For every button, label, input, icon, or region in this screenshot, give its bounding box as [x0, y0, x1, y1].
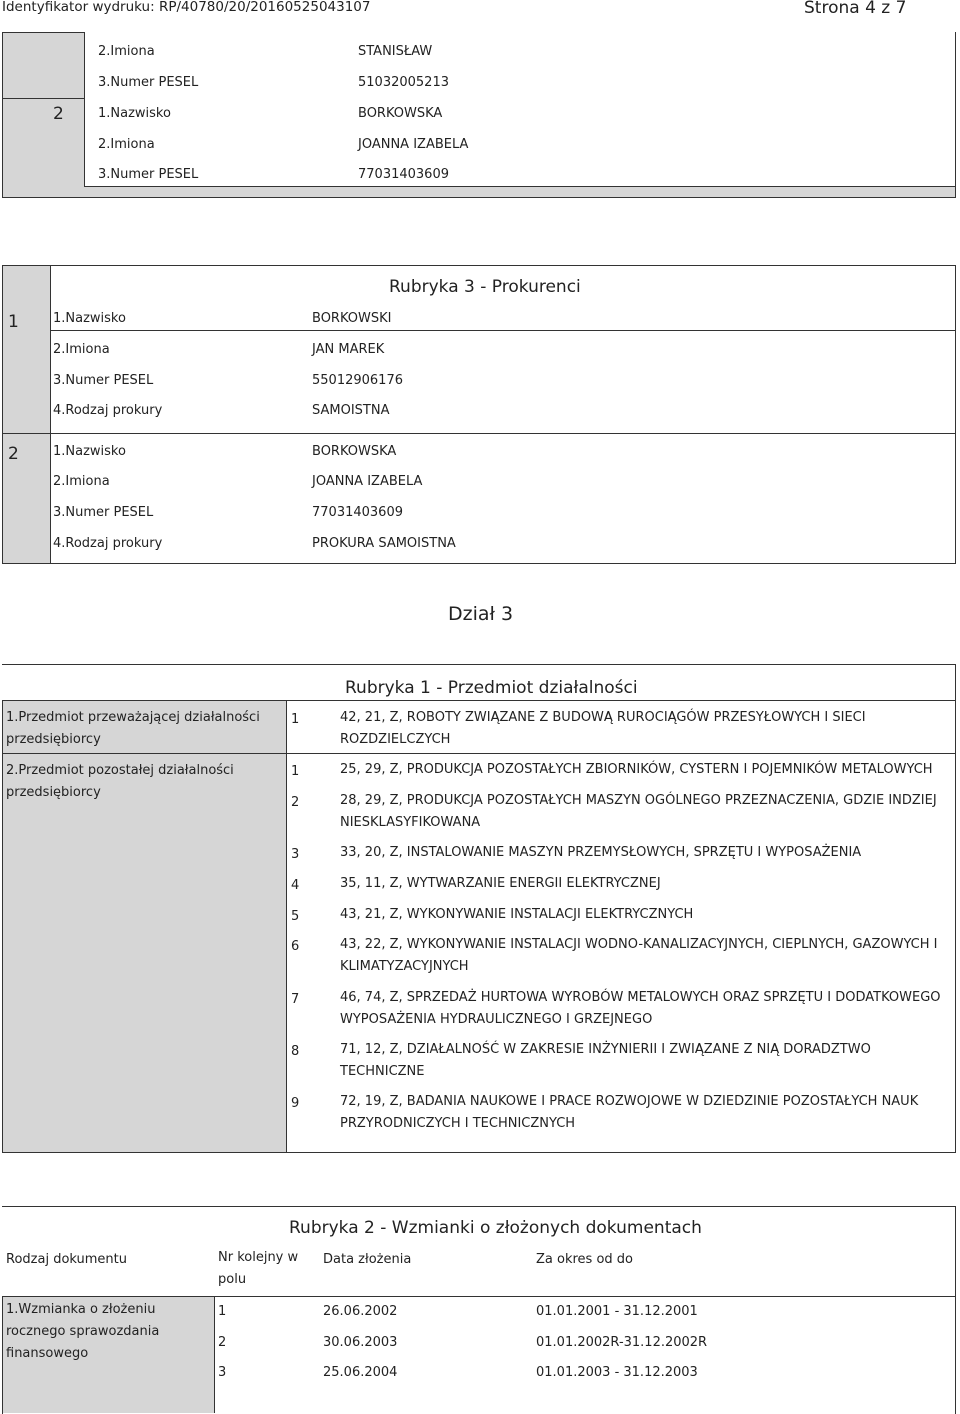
field-value: PROKURA SAMOISTNA	[312, 536, 456, 551]
column-header: Nr kolejny w polu	[218, 1250, 299, 1287]
column-header: Rodzaj dokumentu	[6, 1252, 127, 1267]
document-nr: 2	[218, 1335, 227, 1350]
field-label: 1.Nazwisko	[53, 311, 126, 326]
activity-text: 35, 11, Z, WYTWARZANIE ENERGII ELEKTRYCZNEJ	[340, 876, 661, 891]
field-label: 1.Nazwisko	[98, 106, 171, 121]
activity-number: 4	[291, 878, 300, 893]
activity-text: 33, 20, Z, INSTALOWANIE MASZYN PRZEMYSŁOWYCH, SPRZĘTU I WYPOSAŻENIA	[340, 845, 862, 860]
document-period: 01.01.2002R-31.12.2002R	[536, 1335, 708, 1350]
field-value: SAMOISTNA	[312, 403, 390, 418]
field-label: 3.Numer PESEL	[53, 373, 154, 388]
activity-text: 46, 74, Z, SPRZEDAŻ HURTOWA WYROBÓW METALOWYCH ORAZ SPRZĘTU I DODATKOWEGO WYPOSAŻENIA HYDRAULICZNEGO I GRZEJNEGO	[340, 990, 941, 1027]
activity-number: 6	[291, 939, 300, 954]
section-title: Rubryka 2 - Wzmianki o złożonych dokumentach	[289, 1218, 702, 1238]
activity-text: 25, 29, Z, PRODUKCJA POZOSTAŁYCH ZBIORNIKÓW, CYSTERN I POJEMNIKÓW METALOWYCH	[340, 762, 933, 777]
field-label: 3.Numer PESEL	[98, 75, 199, 90]
main-activity-label: 1.Przedmiot przeważającej działalności przedsiębiorcy	[6, 710, 260, 747]
activity-number: 3	[291, 847, 300, 862]
field-value: JAN MAREK	[312, 342, 385, 357]
field-value: JOANNA IZABELA	[312, 474, 423, 489]
field-value: 77031403609	[312, 505, 403, 520]
document-period: 01.01.2003 - 31.12.2003	[536, 1365, 698, 1380]
field-value: BORKOWSKA	[312, 444, 397, 459]
field-label: 2.Imiona	[53, 342, 110, 357]
field-value: 51032005213	[358, 75, 449, 90]
page-number: Strona 4 z 7	[804, 0, 907, 18]
field-value: STANISŁAW	[358, 44, 433, 59]
print-identifier: Identyfikator wydruku: RP/40780/20/20160525043107	[2, 0, 371, 15]
column-header: Za okres od do	[536, 1252, 633, 1267]
document-date: 30.06.2003	[323, 1335, 398, 1350]
activity-text: 43, 21, Z, WYKONYWANIE INSTALACJI ELEKTRYCZNYCH	[340, 907, 694, 922]
field-label: 4.Rodzaj prokury	[53, 536, 163, 551]
activity-number: 9	[291, 1096, 300, 1111]
field-label: 2.Imiona	[53, 474, 110, 489]
field-label: 1.Nazwisko	[53, 444, 126, 459]
section-title: Rubryka 1 - Przedmiot działalności	[345, 678, 638, 698]
field-value: BORKOWSKA	[358, 106, 443, 121]
activity-text: 28, 29, Z, PRODUKCJA POZOSTAŁYCH MASZYN OGÓLNEGO PRZEZNACZENIA, GDZIE INDZIEJ NIESKLASYFIKOWANA	[340, 793, 937, 830]
field-value: JOANNA IZABELA	[358, 137, 469, 152]
activity-text: 43, 22, Z, WYKONYWANIE INSTALACJI WODNO-KANALIZACYJNYCH, CIEPLNYCH, GAZOWYCH I KLIMATYZACYJNYCH	[340, 937, 938, 974]
document-type-label: 1.Wzmianka o złożeniu rocznego sprawozdania finansowego	[6, 1302, 160, 1361]
activity-number: 8	[291, 1044, 300, 1059]
activity-text: 71, 12, Z, DZIAŁALNOŚĆ W ZAKRESIE INŻYNIERII I ZWIĄZANE Z NIĄ DORADZTWO TECHNICZNE	[340, 1042, 871, 1079]
field-value: 55012906176	[312, 373, 403, 388]
document-date: 26.06.2002	[323, 1304, 398, 1319]
document-nr: 1	[218, 1304, 227, 1319]
field-value: 77031403609	[358, 167, 449, 182]
document-period: 01.01.2001 - 31.12.2001	[536, 1304, 698, 1319]
activity-number: 5	[291, 909, 300, 924]
dzial-title: Dział 3	[448, 603, 514, 625]
document-date: 25.06.2004	[323, 1365, 398, 1380]
prokurent-number: 1	[8, 312, 19, 332]
activity-number: 2	[291, 795, 300, 810]
prokurent-number: 2	[8, 444, 19, 464]
section-title: Rubryka 3 - Prokurenci	[389, 277, 581, 297]
field-label: 3.Numer PESEL	[53, 505, 154, 520]
activity-text: 42, 21, Z, ROBOTY ZWIĄZANE Z BUDOWĄ RUROCIĄGÓW PRZESYŁOWYCH I SIECI ROZDZIELCZYCH	[340, 710, 866, 747]
activity-number: 7	[291, 992, 300, 1007]
field-label: 2.Imiona	[98, 44, 155, 59]
field-value: BORKOWSKI	[312, 311, 392, 326]
field-label: 4.Rodzaj prokury	[53, 403, 163, 418]
activity-text: 72, 19, Z, BADANIA NAUKOWE I PRACE ROZWOJOWE W DZIEDZINIE POZOSTAŁYCH NAUK PRZYRODNICZYCH I TECHNICZNYCH	[340, 1094, 919, 1131]
other-activity-label: 2.Przedmiot pozostałej działalności przedsiębiorcy	[6, 763, 234, 800]
field-label: 2.Imiona	[98, 137, 155, 152]
column-header: Data złożenia	[323, 1252, 412, 1267]
activity-number: 1	[291, 712, 300, 727]
person-number: 2	[53, 104, 64, 124]
activity-number: 1	[291, 764, 300, 779]
field-label: 3.Numer PESEL	[98, 167, 199, 182]
document-nr: 3	[218, 1365, 227, 1380]
